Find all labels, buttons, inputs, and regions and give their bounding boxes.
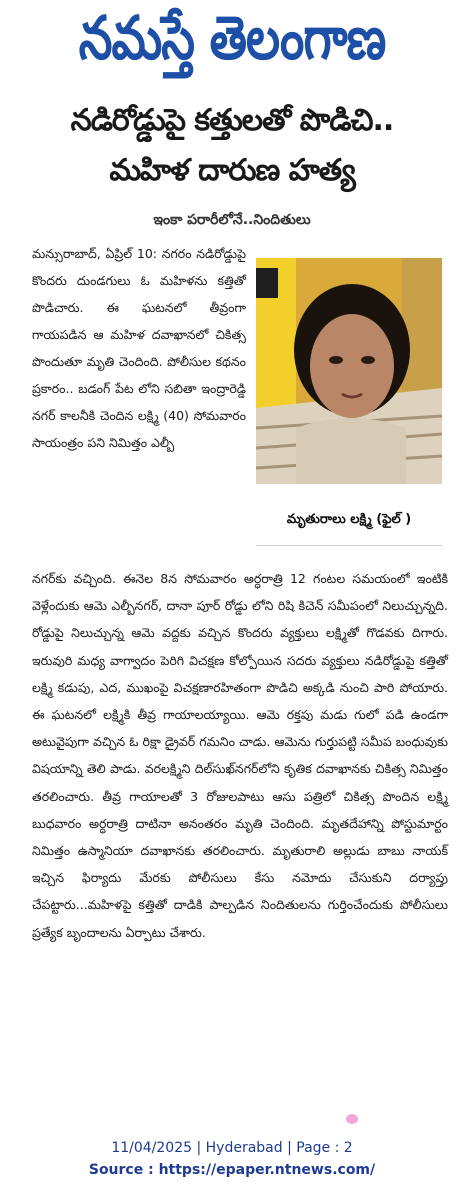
headline-line-1: నడిరోడ్డుపై కత్తులతో పొడిచి.. (70, 103, 394, 138)
subheadline: ఇంకా పరారీలోనే..నిందితులు (153, 212, 311, 228)
newspaper-masthead (10, 3, 454, 86)
headline-line-2: మహిళ దారుణ హత్య (109, 153, 355, 188)
article-column-text: మన్సురాబాద్, ఏప్రిల్ 10: నగరం నడిరోడ్డుపై కొందరు దుండగులు ఓ మహిళను కత్తితో పొడిచారు. ఈ ఘటనలో తీవ్రంగా గాయపడిన ఆ మహిళ దవాఖానలో చికిత్స పొందుతూ మృతి చెందింది. పోలీసుల కథనం ప్రకారం.. బడంగ్ పేట లోని సబితా ఇంద్రారెడ్డి నగర్ కాలనీకి చెందిన లక్ష్మి (40) సోమవారం సాయంత్రం పని నిమిత్తం ఎల్బీ (32, 246, 246, 450)
caption-divider (256, 545, 442, 546)
masthead-title: నమస్తే తెలంగాణ (78, 3, 386, 74)
photo-caption: మృతురాలు లక్ష్మి (ఫైల్ ) (286, 512, 412, 527)
victim-photo (256, 258, 442, 484)
article-full-text: నగర్‌కు వచ్చింది. ఈనెల 8న సోమవారం అర్ధరాత్రి 12 గంటల సమయంలో ఇంటికి వెళ్లేందుకు ఆమె ఎల్బీనగర్, దానా పూర్ రోడ్డు లోని రిషి కిచెన్ సమీపంలో నిలుచ్చున్నది. రోడ్డుపై నిలుచ్చున్న ఆమె వద్దకు వచ్చిన కొందరు వ్యక్తులు లక్ష్మితో గొడవకు దిగారు. ఇరువురి మధ్య వాగ్వాదం పెరిగి విచక్షణ కోల్పోయిన సదరు వ్యక్తులు నడిరోడ్డుపై కత్తితో లక్ష్మి కడుపు, ఎద, ముఖంపై విచక్షణారహితంగా పొడిచి అక్కడి నుంచి పారి పోయారు. ఈ ఘటనలో లక్ష్మికి తీవ్ర గాయాలయ్యాయి. ఆమె రక్తపు మడు గులో పడి ఉండగా అటువైపుగా వచ్చిన ఓ రిక్షా డ్రైవర్ గమనిం చాడు. ఆమెను గుర్తుపట్టి సమీప బంధువుకు విషయాన్ని తెలి పాడు. వరలక్ష్మిని దిల్‌సుఖ్‌నగర్‌లోని కృతిక దవాఖానకు చికిత్స నిమిత్తం తరలించారు. తీవ్ర గాయాలతో 3 రోజులపాటు ఆసు పత్రిలో చికిత్స పొందిన లక్ష్మి బుధవారం అర్ధరాత్రి దాటినా అనంతరం మృతి చెందింది. మృతదేహాన్ని పోస్టుమార్టం నిమిత్తం ఉస్మానియా దవాఖానకు తరలించారు. మృతురాలి అల్లుడు బాబు నాయక్ ఇచ్చిన ఫిర్యాదు మేరకు పోలీసులు కేసు నమోదు చేసుకుని దర్యాప్తు చేపట్టారు...మహిళపై కత్తితో దాడికి పాల్పడిన నిందితులను గుర్తించేందుకు పోలీసులు ప్రత్యేక బృందాలను ఏర్పాటు చేశారు. (32, 571, 449, 940)
footer-source-line: Source : https://epaper.ntnews.com/ (88, 1162, 376, 1178)
decorative-mark (346, 1114, 358, 1124)
victim-photo-image (256, 258, 442, 484)
footer-date-line: 11/04/2025 | Hyderabad | Page : 2 (111, 1140, 353, 1156)
